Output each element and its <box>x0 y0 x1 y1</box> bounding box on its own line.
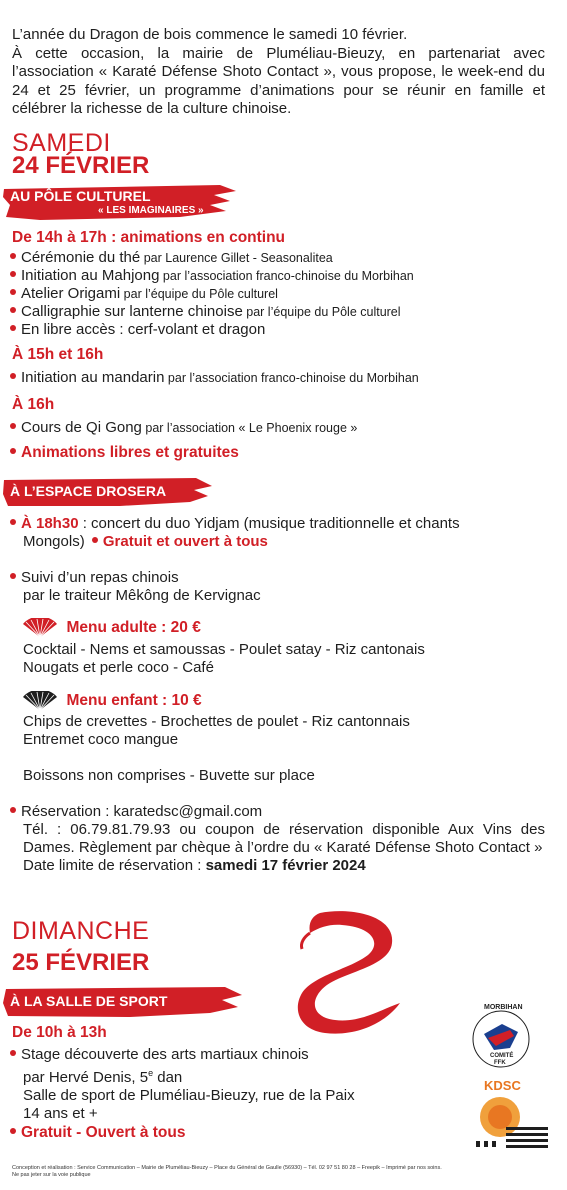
sunday-list: Stage découverte des arts martiaux chinois par Hervé Denis, 5e dan Salle de sport de Pluméliau-Bieuzy, rue de la Paix 14 ans et + Gratuit - Ouvert à tous <box>10 1046 355 1142</box>
reservation-email: Réservation : karatedsc@gmail.com <box>21 803 263 820</box>
concert-block: À 18h30 : concert du duo Yidjam (musique traditionnelle et chants Mongols) Gratuit et ouvert à tous <box>10 515 548 551</box>
bullet-icon <box>10 373 16 379</box>
saturday-day: SAMEDI <box>12 129 111 157</box>
bullet-icon <box>10 307 16 313</box>
drinks-note: Boissons non comprises - Buvette sur place <box>23 767 315 784</box>
list-item: Cours de Qi Gong par l’association « Le Phoenix rouge » <box>10 419 357 437</box>
sunday-time: De 10h à 13h <box>12 1024 107 1041</box>
bullet-icon <box>10 253 16 259</box>
child-menu-line-1: Chips de crevettes - Brochettes de poulet - Riz cantonnais <box>23 713 410 730</box>
intro-line-1: L’année du Dragon de bois commence le samedi 10 février. <box>12 26 408 43</box>
bullet-icon <box>10 1128 16 1134</box>
intro-text <box>12 26 545 119</box>
child-menu-line-2: Entremet coco mangue <box>23 731 179 748</box>
fan-icon <box>22 618 58 638</box>
list-item: Initiation au mandarin par l’association franco-chinoise du Morbihan <box>10 369 419 387</box>
ffk-logo-bot: FFK <box>494 1060 506 1066</box>
reservation-details: Tél. : 06.79.81.79.93 ou coupon de réservation disponible Aux Vins des Dames. Règlement par chèque à l’ordre du « Karaté Défense Shoto Contact » <box>23 821 545 856</box>
child-menu <box>22 691 202 711</box>
bullet-icon <box>10 519 16 525</box>
venue-banner-drosera <box>0 476 215 508</box>
meal-block: Suivi d’un repas chinois par le traiteur Mêkông de Kervignac <box>10 569 261 605</box>
slot-time-16h: À 16h <box>12 396 55 413</box>
adult-menu-line-2: Nougats et perle coco - Café <box>23 659 214 676</box>
adult-menu <box>22 618 201 638</box>
slot-time-15h-16h: À 15h et 16h <box>12 346 104 363</box>
ffk-logo <box>470 1004 532 1070</box>
concert-time: À 18h30 <box>21 515 79 532</box>
reservation-deadline: samedi 17 février 2024 <box>205 857 366 874</box>
list-item: En libre accès : cerf-volant et dragon <box>10 321 550 339</box>
kdsc-label: KDSC <box>484 1078 521 1093</box>
concert-free: Gratuit et ouvert à tous <box>102 533 268 550</box>
bullet-icon <box>10 573 16 579</box>
venue-title: AU PÔLE CULTUREL <box>10 188 151 204</box>
venue-banner-salle-de-sport <box>0 985 245 1019</box>
fan-icon <box>22 691 58 711</box>
venue-banner-pole-culturel <box>0 183 240 223</box>
adult-menu-line-1: Cocktail - Nems et samoussas - Poulet satay - Riz cantonais <box>23 641 425 658</box>
slot-time-14h-17h: De 14h à 17h : animations en continu <box>12 229 286 246</box>
bullet-icon <box>10 423 16 429</box>
kdsc-emblem-icon <box>470 1095 550 1151</box>
list-item: Calligraphie sur lanterne chinoise par l’équipe du Pôle culturel <box>10 303 550 321</box>
ffk-logo-mid: COMITÉ <box>490 1053 514 1059</box>
free-animations: Animations libres et gratuites <box>10 444 239 462</box>
child-menu-title: Menu enfant : 10 € <box>66 692 202 710</box>
sunday-date: 25 FÉVRIER <box>12 949 150 976</box>
bullet-icon <box>10 271 16 277</box>
list-item: Cérémonie du thé par Laurence Gillet - Seasonalitea <box>10 249 550 267</box>
sunday-free: Gratuit - Ouvert à tous <box>21 1124 186 1141</box>
bullet-icon <box>10 1050 16 1056</box>
bullet-icon <box>10 325 16 331</box>
bullet-icon <box>10 448 16 454</box>
footer-notice: Ne pas jeter sur la voie publique <box>12 1172 91 1178</box>
bullet-icon <box>10 289 16 295</box>
reservation-block: Réservation : karatedsc@gmail.com Tél. : 06.79.81.79.93 ou coupon de réservation disponible Aux Vins des Dames. Règlement par chèque à l’ordre du « Karaté Défense Shoto Contact » Date limite de réservation : samedi 17 février 2024 <box>10 803 545 875</box>
bullet-icon <box>92 537 98 543</box>
sunday-day: DIMANCHE <box>12 917 150 945</box>
venue-title: À LA SALLE DE SPORT <box>10 993 168 1009</box>
ffk-logo-top: MORBIHAN <box>484 1004 523 1011</box>
bullet-icon <box>10 807 16 813</box>
saturday-date: 24 FÉVRIER <box>12 152 150 179</box>
adult-menu-title: Menu adulte : 20 € <box>66 619 201 637</box>
venue-title: À L’ESPACE DROSERA <box>10 483 167 499</box>
intro-paragraph: À cette occasion, la mairie de Pluméliau-Bieuzy, en partenariat avec l’association « Karaté Défense Shoto Contact », vous propose, le week-end du 24 et 25 février, un programme d’animations pour se réunir en famille et célébrer la richesse de la culture chinoise. <box>12 44 545 117</box>
list-item: Atelier Origami par l’équipe du Pôle culturel <box>10 285 550 303</box>
dragon-brush-icon <box>280 905 410 1045</box>
list-item: Initiation au Mahjong par l’association franco-chinoise du Morbihan <box>10 267 550 285</box>
venue-subtitle: « LES IMAGINAIRES » <box>98 205 204 216</box>
slot1-list <box>10 249 550 339</box>
footer-credits: Conception et réalisation : Service Communication – Mairie de Pluméliau-Bieuzy – Place du Général de Gaulle (56930) – Tél. 02 97 51 80 28 – Freepik – Imprimé par nos soins. <box>12 1165 442 1171</box>
